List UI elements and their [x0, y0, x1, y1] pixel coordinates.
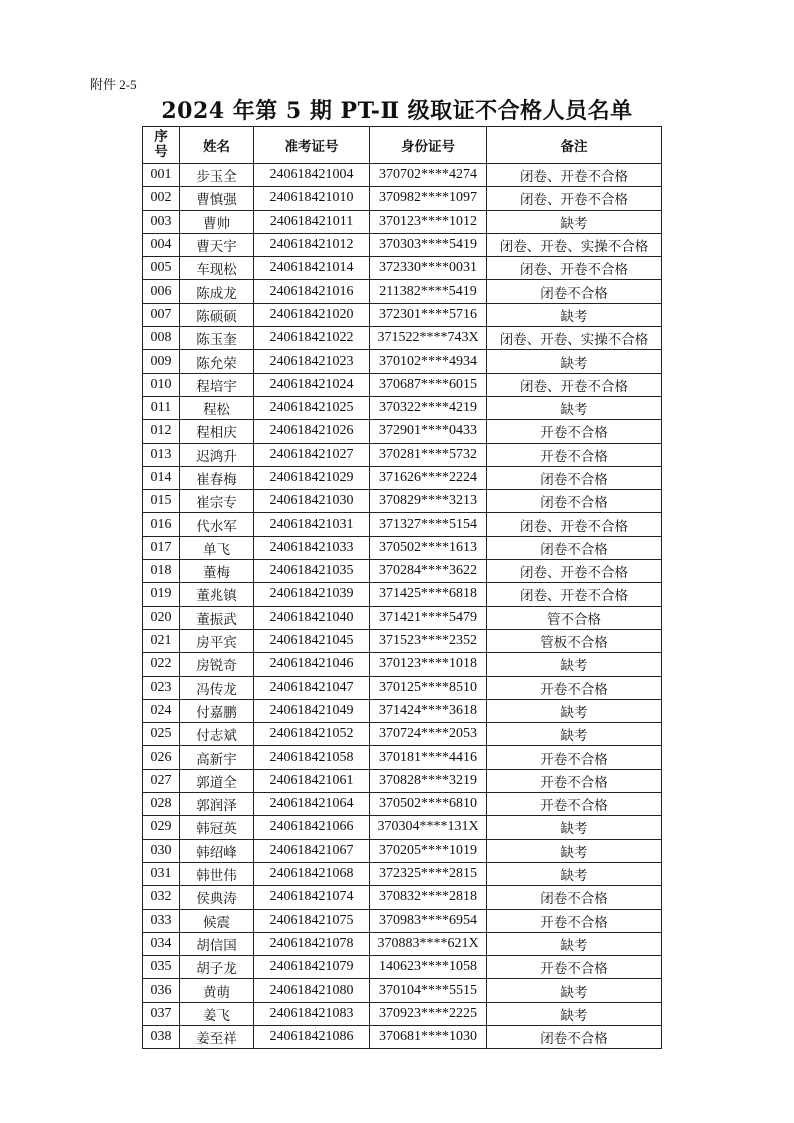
table-row	[143, 536, 662, 559]
cell-id-number: 371522****743X	[370, 327, 487, 350]
table-row	[143, 723, 662, 746]
cell-remark: 闭卷、开卷不合格	[487, 257, 662, 280]
table-row	[143, 420, 662, 443]
cell-exam-id: 240618421061	[254, 769, 370, 792]
cell-name: 陈允荣	[180, 350, 254, 373]
cell-seq: 002	[143, 187, 180, 210]
table-row	[143, 303, 662, 326]
cell-id-number: 372325****2815	[370, 862, 487, 885]
cell-id-number: 370724****2053	[370, 723, 487, 746]
table-row	[143, 280, 662, 303]
cell-seq: 004	[143, 233, 180, 256]
cell-name: 黄萌	[180, 979, 254, 1002]
cell-seq: 003	[143, 210, 180, 233]
cell-remark: 缺考	[487, 699, 662, 722]
cell-name: 韩绍峰	[180, 839, 254, 862]
cell-name: 房锐奇	[180, 653, 254, 676]
cell-exam-id: 240618421026	[254, 420, 370, 443]
cell-name: 候震	[180, 909, 254, 932]
cell-seq: 011	[143, 396, 180, 419]
cell-remark: 开卷不合格	[487, 746, 662, 769]
cell-seq: 027	[143, 769, 180, 792]
table-row	[143, 979, 662, 1002]
cell-seq: 024	[143, 699, 180, 722]
cell-name: 侯典涛	[180, 886, 254, 909]
cell-name: 曹天宇	[180, 233, 254, 256]
cell-name: 付志斌	[180, 723, 254, 746]
table-row	[143, 164, 662, 187]
cell-remark: 开卷不合格	[487, 769, 662, 792]
cell-seq: 038	[143, 1025, 180, 1048]
cell-seq: 035	[143, 956, 180, 979]
cell-id-number: 370923****2225	[370, 1002, 487, 1025]
cell-name: 陈成龙	[180, 280, 254, 303]
table-row	[143, 932, 662, 955]
cell-exam-id: 240618421035	[254, 560, 370, 583]
table-row	[143, 629, 662, 652]
cell-seq: 022	[143, 653, 180, 676]
table-row	[143, 839, 662, 862]
cell-seq: 030	[143, 839, 180, 862]
cell-remark: 闭卷不合格	[487, 886, 662, 909]
cell-id-number: 140623****1058	[370, 956, 487, 979]
cell-id-number: 371626****2224	[370, 466, 487, 489]
cell-seq: 034	[143, 932, 180, 955]
cell-id-number: 371327****5154	[370, 513, 487, 536]
cell-exam-id: 240618421020	[254, 303, 370, 326]
table-row	[143, 257, 662, 280]
cell-name: 高新宇	[180, 746, 254, 769]
cell-remark: 开卷不合格	[487, 793, 662, 816]
cell-seq: 017	[143, 536, 180, 559]
cell-id-number: 370322****4219	[370, 396, 487, 419]
cell-id-number: 372901****0433	[370, 420, 487, 443]
cell-name: 代水军	[180, 513, 254, 536]
cell-seq: 037	[143, 1002, 180, 1025]
cell-id-number: 370281****5732	[370, 443, 487, 466]
cell-seq: 028	[143, 793, 180, 816]
cell-name: 步玉全	[180, 164, 254, 187]
cell-remark: 闭卷、开卷不合格	[487, 164, 662, 187]
table-row	[143, 233, 662, 256]
cell-exam-id: 240618421047	[254, 676, 370, 699]
cell-remark: 缺考	[487, 653, 662, 676]
cell-seq: 013	[143, 443, 180, 466]
cell-name: 程松	[180, 396, 254, 419]
cell-remark: 闭卷、开卷不合格	[487, 583, 662, 606]
cell-remark: 闭卷不合格	[487, 536, 662, 559]
cell-id-number: 370982****1097	[370, 187, 487, 210]
cell-id-number: 370123****1012	[370, 210, 487, 233]
table-row	[143, 327, 662, 350]
table-row	[143, 490, 662, 513]
cell-name: 崔春梅	[180, 466, 254, 489]
table-row	[143, 793, 662, 816]
cell-id-number: 370883****621X	[370, 932, 487, 955]
table-row	[143, 1025, 662, 1048]
cell-id-number: 370304****131X	[370, 816, 487, 839]
header-seq-line1: 序	[154, 129, 168, 145]
cell-id-number: 371523****2352	[370, 629, 487, 652]
cell-id-number: 370181****4416	[370, 746, 487, 769]
cell-exam-id: 240618421031	[254, 513, 370, 536]
cell-exam-id: 240618421039	[254, 583, 370, 606]
cell-seq: 018	[143, 560, 180, 583]
table-row	[143, 1002, 662, 1025]
cell-remark: 闭卷、开卷、实操不合格	[487, 327, 662, 350]
cell-exam-id: 240618421010	[254, 187, 370, 210]
table-header-row	[143, 127, 662, 164]
cell-remark: 开卷不合格	[487, 909, 662, 932]
cell-name: 胡信国	[180, 932, 254, 955]
table-body	[143, 164, 662, 1049]
cell-id-number: 370829****3213	[370, 490, 487, 513]
header-name: 姓名	[180, 127, 254, 164]
cell-name: 付嘉鹏	[180, 699, 254, 722]
cell-remark: 闭卷、开卷、实操不合格	[487, 233, 662, 256]
table-row	[143, 466, 662, 489]
cell-exam-id: 240618421046	[254, 653, 370, 676]
cell-exam-id: 240618421029	[254, 466, 370, 489]
cell-id-number: 370303****5419	[370, 233, 487, 256]
cell-id-number: 370828****3219	[370, 769, 487, 792]
cell-id-number: 372330****0031	[370, 257, 487, 280]
cell-exam-id: 240618421079	[254, 956, 370, 979]
cell-seq: 020	[143, 606, 180, 629]
cell-remark: 缺考	[487, 816, 662, 839]
cell-name: 胡子龙	[180, 956, 254, 979]
cell-exam-id: 240618421011	[254, 210, 370, 233]
cell-exam-id: 240618421033	[254, 536, 370, 559]
cell-seq: 001	[143, 164, 180, 187]
cell-seq: 009	[143, 350, 180, 373]
cell-exam-id: 240618421058	[254, 746, 370, 769]
table-row	[143, 676, 662, 699]
cell-remark: 闭卷、开卷不合格	[487, 513, 662, 536]
cell-exam-id: 240618421052	[254, 723, 370, 746]
cell-exam-id: 240618421080	[254, 979, 370, 1002]
cell-name: 程相庆	[180, 420, 254, 443]
table-row	[143, 746, 662, 769]
cell-exam-id: 240618421014	[254, 257, 370, 280]
cell-name: 迟鸿升	[180, 443, 254, 466]
cell-exam-id: 240618421040	[254, 606, 370, 629]
cell-seq: 026	[143, 746, 180, 769]
cell-id-number: 370687****6015	[370, 373, 487, 396]
cell-remark: 缺考	[487, 303, 662, 326]
cell-remark: 闭卷不合格	[487, 466, 662, 489]
cell-seq: 029	[143, 816, 180, 839]
cell-remark: 闭卷、开卷不合格	[487, 187, 662, 210]
cell-seq: 008	[143, 327, 180, 350]
cell-id-number: 370983****6954	[370, 909, 487, 932]
cell-name: 郭道全	[180, 769, 254, 792]
table-row	[143, 769, 662, 792]
cell-name: 曹慎强	[180, 187, 254, 210]
cell-seq: 031	[143, 862, 180, 885]
cell-name: 崔宗专	[180, 490, 254, 513]
cell-seq: 021	[143, 629, 180, 652]
cell-id-number: 370104****5515	[370, 979, 487, 1002]
cell-exam-id: 240618421024	[254, 373, 370, 396]
cell-exam-id: 240618421066	[254, 816, 370, 839]
cell-name: 车现松	[180, 257, 254, 280]
cell-remark: 缺考	[487, 979, 662, 1002]
table-row	[143, 583, 662, 606]
cell-remark: 闭卷、开卷不合格	[487, 560, 662, 583]
header-seq-line2: 号	[154, 144, 168, 160]
cell-name: 董兆镇	[180, 583, 254, 606]
cell-exam-id: 240618421027	[254, 443, 370, 466]
table-row	[143, 443, 662, 466]
cell-id-number: 370125****8510	[370, 676, 487, 699]
cell-seq: 010	[143, 373, 180, 396]
table-row	[143, 560, 662, 583]
cell-remark: 管板不合格	[487, 629, 662, 652]
cell-remark: 开卷不合格	[487, 420, 662, 443]
cell-exam-id: 240618421064	[254, 793, 370, 816]
cell-remark: 缺考	[487, 396, 662, 419]
cell-id-number: 371425****6818	[370, 583, 487, 606]
cell-id-number: 211382****5419	[370, 280, 487, 303]
cell-id-number: 371421****5479	[370, 606, 487, 629]
cell-remark: 管不合格	[487, 606, 662, 629]
cell-exam-id: 240618421025	[254, 396, 370, 419]
cell-id-number: 370502****1613	[370, 536, 487, 559]
cell-remark: 闭卷不合格	[487, 280, 662, 303]
cell-exam-id: 240618421022	[254, 327, 370, 350]
table-row	[143, 210, 662, 233]
cell-exam-id: 240618421016	[254, 280, 370, 303]
cell-remark: 开卷不合格	[487, 676, 662, 699]
cell-remark: 缺考	[487, 932, 662, 955]
table-row	[143, 396, 662, 419]
cell-exam-id: 240618421045	[254, 629, 370, 652]
cell-id-number: 370502****6810	[370, 793, 487, 816]
cell-id-number: 370123****1018	[370, 653, 487, 676]
cell-id-number: 370702****4274	[370, 164, 487, 187]
cell-name: 姜飞	[180, 1002, 254, 1025]
cell-name: 单飞	[180, 536, 254, 559]
page-title: 2024 年第 5 期 PT-Ⅱ 级取证不合格人员名单	[161, 98, 633, 124]
cell-exam-id: 240618421004	[254, 164, 370, 187]
cell-seq: 019	[143, 583, 180, 606]
cell-name: 姜至祥	[180, 1025, 254, 1048]
table-row	[143, 187, 662, 210]
table-row	[143, 862, 662, 885]
cell-name: 韩冠英	[180, 816, 254, 839]
cell-exam-id: 240618421074	[254, 886, 370, 909]
table-row	[143, 699, 662, 722]
cell-seq: 006	[143, 280, 180, 303]
cell-seq: 033	[143, 909, 180, 932]
cell-id-number: 370102****4934	[370, 350, 487, 373]
cell-name: 陈硕硕	[180, 303, 254, 326]
cell-exam-id: 240618421075	[254, 909, 370, 932]
table-row	[143, 653, 662, 676]
cell-name: 董振武	[180, 606, 254, 629]
cell-name: 陈玉奎	[180, 327, 254, 350]
table-row	[143, 816, 662, 839]
table-row	[143, 956, 662, 979]
cell-seq: 005	[143, 257, 180, 280]
cell-seq: 015	[143, 490, 180, 513]
cell-name: 曹帅	[180, 210, 254, 233]
cell-seq: 007	[143, 303, 180, 326]
cell-remark: 开卷不合格	[487, 443, 662, 466]
header-seq	[143, 127, 180, 164]
cell-seq: 016	[143, 513, 180, 536]
cell-name: 董梅	[180, 560, 254, 583]
cell-remark: 闭卷、开卷不合格	[487, 373, 662, 396]
cell-id-number: 370284****3622	[370, 560, 487, 583]
cell-exam-id: 240618421012	[254, 233, 370, 256]
cell-id-number: 371424****3618	[370, 699, 487, 722]
cell-remark: 缺考	[487, 350, 662, 373]
cell-seq: 032	[143, 886, 180, 909]
cell-id-number: 372301****5716	[370, 303, 487, 326]
table-row	[143, 350, 662, 373]
table-row	[143, 606, 662, 629]
cell-name: 程培宇	[180, 373, 254, 396]
cell-id-number: 370205****1019	[370, 839, 487, 862]
cell-name: 房平宾	[180, 629, 254, 652]
cell-exam-id: 240618421086	[254, 1025, 370, 1048]
cell-exam-id: 240618421083	[254, 1002, 370, 1025]
table-row	[143, 373, 662, 396]
cell-remark: 闭卷不合格	[487, 1025, 662, 1048]
annex-label: 附件 2-5	[90, 77, 137, 92]
cell-id-number: 370681****1030	[370, 1025, 487, 1048]
header-remark: 备注	[487, 127, 662, 164]
cell-remark: 闭卷不合格	[487, 490, 662, 513]
cell-exam-id: 240618421023	[254, 350, 370, 373]
table-row	[143, 909, 662, 932]
cell-seq: 012	[143, 420, 180, 443]
cell-remark: 缺考	[487, 1002, 662, 1025]
cell-exam-id: 240618421067	[254, 839, 370, 862]
cell-seq: 025	[143, 723, 180, 746]
failed-candidates-table	[142, 126, 662, 1049]
cell-exam-id: 240618421049	[254, 699, 370, 722]
table-row	[143, 513, 662, 536]
table-row	[143, 886, 662, 909]
cell-name: 郭润泽	[180, 793, 254, 816]
header-exam-id: 准考证号	[254, 127, 370, 164]
cell-remark: 缺考	[487, 210, 662, 233]
cell-exam-id: 240618421030	[254, 490, 370, 513]
cell-seq: 036	[143, 979, 180, 1002]
cell-name: 韩世伟	[180, 862, 254, 885]
cell-seq: 014	[143, 466, 180, 489]
cell-seq: 023	[143, 676, 180, 699]
cell-remark: 缺考	[487, 839, 662, 862]
cell-name: 冯传龙	[180, 676, 254, 699]
header-id-number: 身份证号	[370, 127, 487, 164]
cell-remark: 缺考	[487, 723, 662, 746]
cell-exam-id: 240618421068	[254, 862, 370, 885]
cell-id-number: 370832****2818	[370, 886, 487, 909]
cell-remark: 开卷不合格	[487, 956, 662, 979]
cell-exam-id: 240618421078	[254, 932, 370, 955]
cell-remark: 缺考	[487, 862, 662, 885]
